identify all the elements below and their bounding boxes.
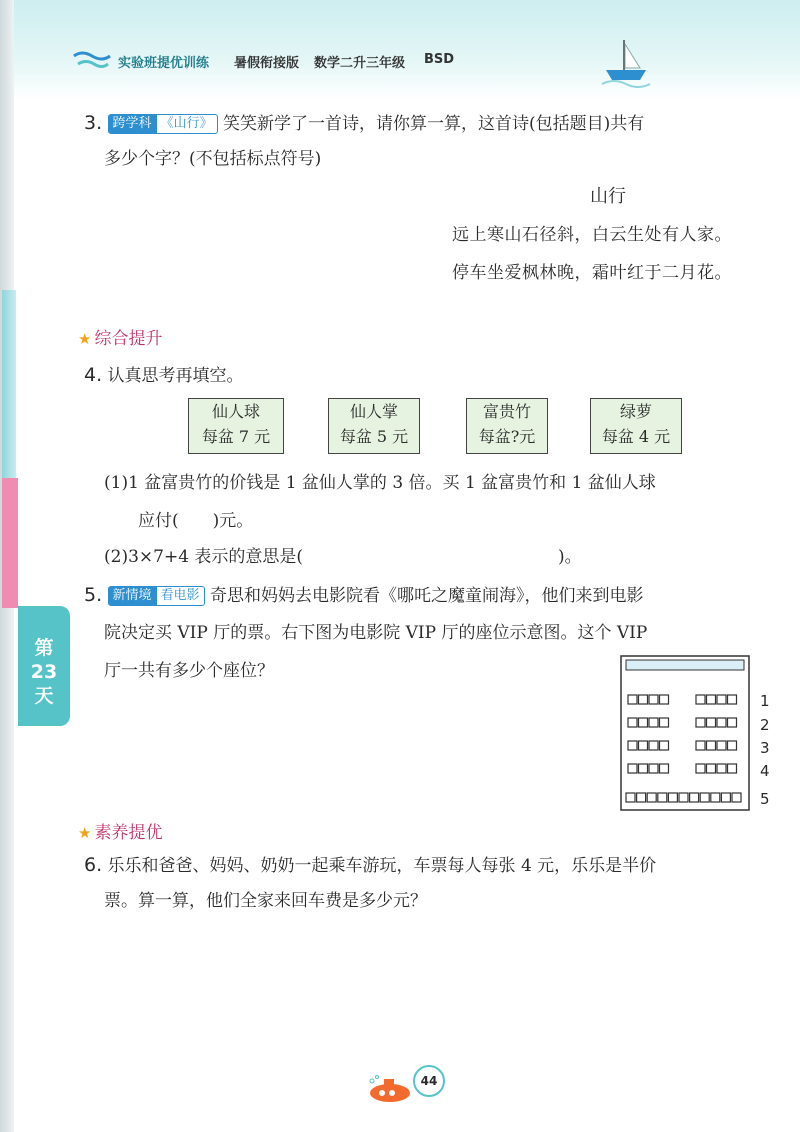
seat <box>707 741 716 750</box>
seat <box>707 718 716 727</box>
seat <box>707 695 716 704</box>
plant-price: 每盆 4 元 <box>601 427 671 446</box>
star-icon: ★ <box>78 824 92 842</box>
header-band <box>0 0 800 100</box>
seat <box>717 741 726 750</box>
question-text-line1: 奇思和妈妈去电影院看《哪吒之魔童闹海》，他们来到电影 <box>209 586 644 606</box>
day-tab-line2: 23 <box>30 661 58 683</box>
seat <box>728 741 737 750</box>
plant-name: 仙人掌 <box>349 402 398 421</box>
seat <box>717 718 726 727</box>
section-heading <box>78 324 162 349</box>
plant-name: 富贵竹 <box>482 402 531 421</box>
question-number: 4. <box>84 364 103 386</box>
page-number: 44 <box>413 1065 445 1097</box>
side-decoration-pink <box>2 478 18 608</box>
seat <box>647 793 656 802</box>
seat <box>721 793 730 802</box>
plant-name: 仙人球 <box>211 402 260 421</box>
row-label: 5 <box>760 790 770 808</box>
question-5-line2: 院决定买 VIP 厅的票。右下图为电影院 VIP 厅的座位示意图。这个 VIP <box>104 623 648 643</box>
edition-label: 暑假衔接版 <box>234 56 300 71</box>
seat <box>717 764 726 773</box>
plant-card <box>328 398 420 454</box>
seat <box>707 764 716 773</box>
day-tab <box>18 606 70 726</box>
cinema-seat-diagram <box>620 655 752 811</box>
question-prompt: 认真思考再填空。 <box>107 366 244 386</box>
question-4 <box>84 362 244 389</box>
poem-title: 山行 <box>590 186 626 207</box>
seat <box>639 764 648 773</box>
question-number: 6. <box>84 854 103 876</box>
series-title: 实验班提优训练 <box>118 56 210 71</box>
row-label: 3 <box>760 739 770 757</box>
question-text-line1: 笑笑新学了一首诗，请你算一算，这首诗(包括题目)共有 <box>222 114 645 134</box>
seat <box>649 764 658 773</box>
seat <box>639 718 648 727</box>
screen <box>626 660 744 670</box>
seat <box>728 695 737 704</box>
question-6-line2: 票。算一算，他们全家来回车费是多少元？ <box>104 891 427 911</box>
seat <box>660 718 669 727</box>
question-3 <box>84 110 644 137</box>
plant-price: 每盆 5 元 <box>339 427 409 446</box>
seat <box>660 764 669 773</box>
question-number: 5. <box>84 584 103 606</box>
day-tab-line1: 第 <box>34 637 54 659</box>
subject-label: 数学二升三年级 <box>314 56 406 71</box>
tag-topic: 看电影 <box>157 586 205 606</box>
plant-card <box>188 398 284 454</box>
tag-topic: 《山行》 <box>157 114 218 134</box>
poem-line-2: 停车坐爱枫林晚，霜叶红于二月花。 <box>452 263 732 283</box>
series-logo-icon <box>72 50 112 72</box>
seat <box>639 695 648 704</box>
seat <box>696 741 705 750</box>
plant-name: 绿萝 <box>619 402 652 421</box>
seat <box>717 695 726 704</box>
seat <box>649 695 658 704</box>
row-label: 2 <box>760 716 770 734</box>
seat <box>696 718 705 727</box>
question-number: 3. <box>84 112 103 134</box>
day-tab-line3: 天 <box>34 685 54 707</box>
seat <box>728 764 737 773</box>
section-title: 综合提升 <box>94 329 163 349</box>
question-text-line1: 乐乐和爸爸、妈妈、奶奶一起乘车游玩，车票每人每张 4 元，乐乐是半价 <box>107 856 657 876</box>
seat <box>660 695 669 704</box>
seat <box>696 695 705 704</box>
seat <box>626 793 635 802</box>
seat <box>628 764 637 773</box>
side-decoration <box>2 290 16 480</box>
seat <box>628 718 637 727</box>
question-6 <box>84 852 656 879</box>
row-label: 4 <box>760 762 770 780</box>
seat <box>696 764 705 773</box>
tag-category: 跨学科 <box>108 114 157 134</box>
question-5 <box>84 582 643 609</box>
tag-category: 新情境 <box>108 586 157 606</box>
seat <box>711 793 720 802</box>
plant-card <box>590 398 682 454</box>
question-5-line3: 厅一共有多少个座位？ <box>104 661 274 681</box>
seat <box>668 793 677 802</box>
section-title: 素养提优 <box>94 823 163 843</box>
plant-price: 每盆?元 <box>478 427 536 446</box>
seat <box>628 695 637 704</box>
seat <box>628 741 637 750</box>
publisher-code: BSD <box>424 52 455 67</box>
seat <box>660 741 669 750</box>
seat <box>728 718 737 727</box>
plant-price: 每盆 7 元 <box>201 427 271 446</box>
poem-line-1: 远上寒山石径斜，白云生处有人家。 <box>452 225 732 245</box>
subquestion-1-line1: (1)1 盆富贵竹的价钱是 1 盆仙人掌的 3 倍。买 1 盆富贵竹和 1 盆仙人球 <box>104 473 656 493</box>
subquestion-2: (2)3×7+4 表示的意思是( )。 <box>104 547 582 567</box>
sailboat-icon <box>600 36 652 88</box>
seat <box>637 793 646 802</box>
submarine-icon <box>368 1075 414 1105</box>
seat <box>732 793 741 802</box>
seat <box>679 793 688 802</box>
subquestion-1-line2: 应付( )元。 <box>138 511 254 531</box>
plant-card <box>466 398 548 454</box>
seat <box>658 793 667 802</box>
question-3-line2: 多少个字？(不包括标点符号) <box>104 149 322 169</box>
seat <box>690 793 699 802</box>
star-icon: ★ <box>78 330 92 348</box>
row-label: 1 <box>760 692 770 710</box>
section-heading <box>78 818 162 843</box>
seat <box>649 741 658 750</box>
seat <box>649 718 658 727</box>
seat <box>700 793 709 802</box>
seat <box>639 741 648 750</box>
